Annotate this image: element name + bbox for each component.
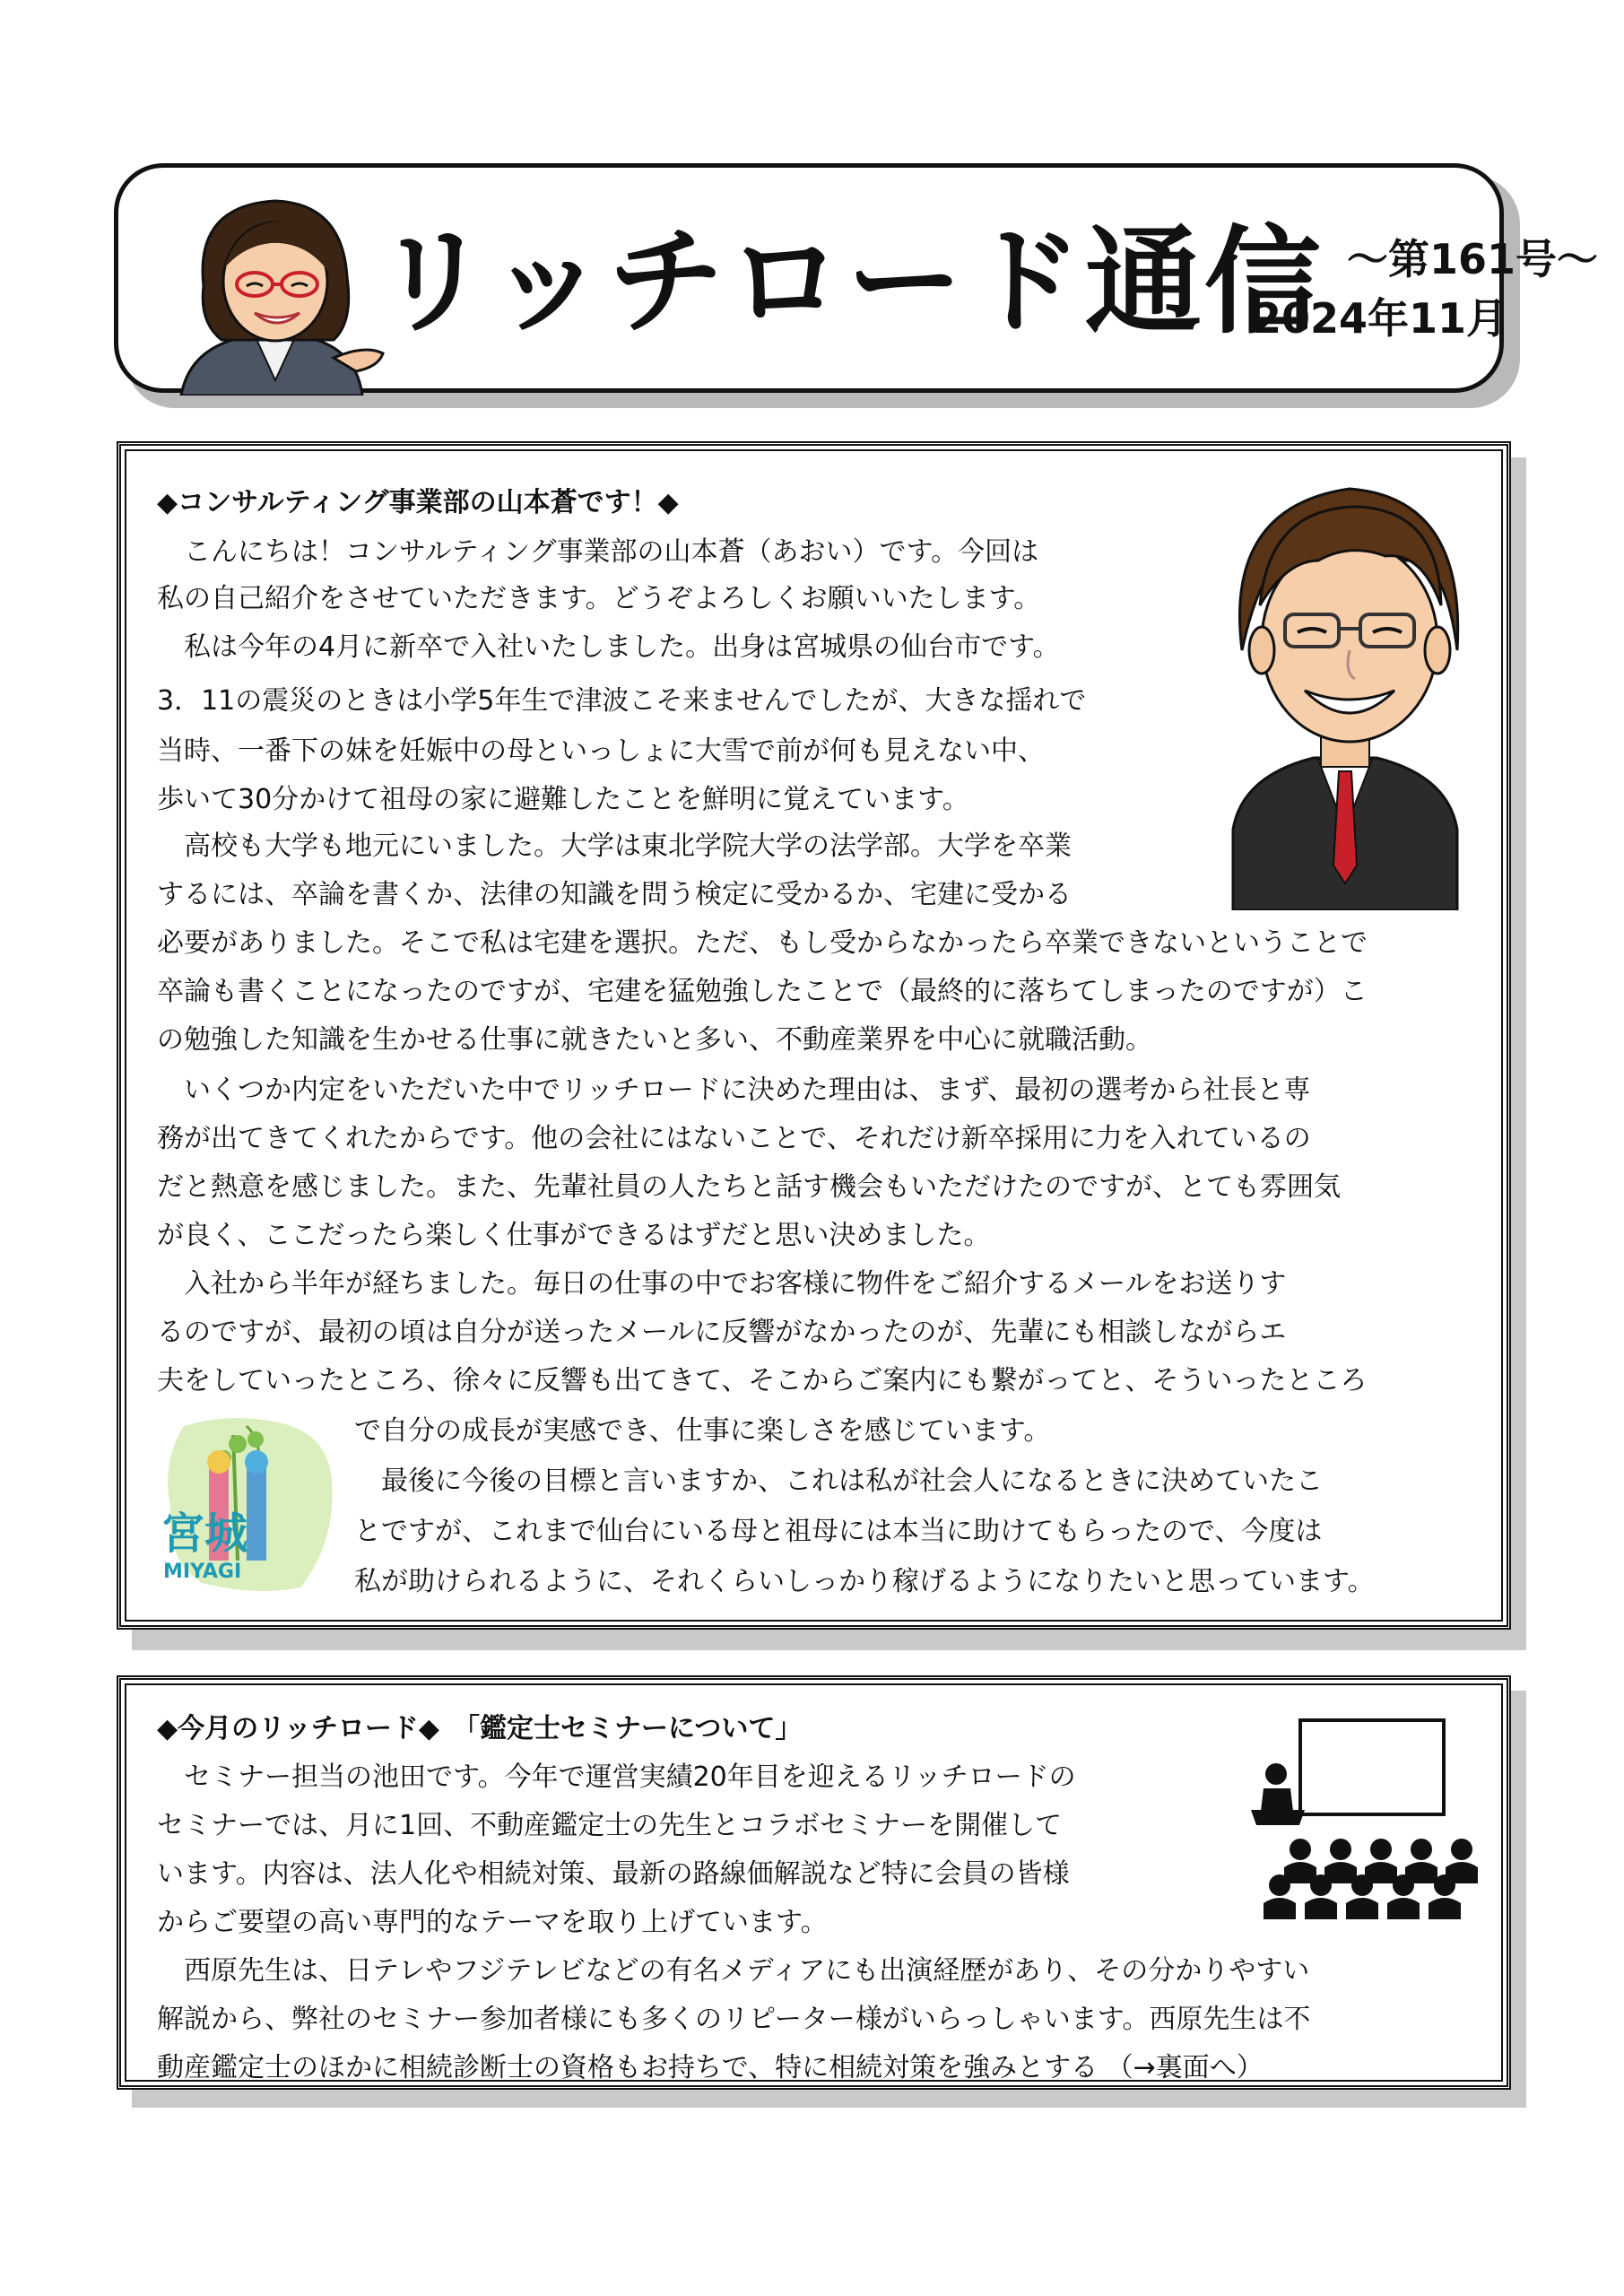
seminar-presentation-icon	[1251, 1713, 1480, 1919]
newsletter-header	[114, 163, 1599, 393]
article1-line: 入社から半年が経ちました。毎日の仕事の中でお客様に物件をご紹介するメールをお送りす	[157, 1268, 1287, 1300]
article1-line: とですが、これまで仙台にいる母と祖母には本当に助けてもらったので、今度は	[354, 1516, 1323, 1547]
article1-line: 務が出てきてくれたからです。他の会社にはないことで、それだけ新卒採用に力を入れているの	[157, 1123, 1311, 1154]
article2-line: 西原先生は、日テレやフジテレビなどの有名メディアにも出演経歴があり、その分かりやすい	[157, 1955, 1310, 1987]
article1-line: で自分の成長が実感でき、仕事に楽しさを感じています。	[354, 1415, 1051, 1447]
miyagi-sublabel: MIYAGI	[163, 1561, 242, 1583]
article2-line: います。内容は、法人化や相続対策、最新の路線価解説など特に会員の皆様	[157, 1858, 1070, 1890]
article1-line: 夫をしていったところ、徐々に反響も出てきて、そこからご案内にも繋がってと、そういったところ	[157, 1365, 1368, 1396]
article2-heading: ◆今月のリッチロード◆ 「鑑定士セミナーについて」	[157, 1713, 803, 1744]
article1-line: いくつか内定をいただいた中でリッチロードに決めた理由は、まず、最初の選考から社長と専	[157, 1074, 1311, 1106]
article1-line: るのですが、最初の頃は自分が送ったメールに反響がなかったのが、先輩にも相談しながらエ	[157, 1317, 1287, 1348]
article1-line: が良く、ここだったら楽しく仕事ができるはずだと思い決めました。	[157, 1220, 991, 1251]
article2-line: セミナー担当の池田です。今年で運営実績20年目を迎えるリッチロードの	[157, 1761, 1076, 1793]
article1-line: 私は今年の4月に新卒で入社いたしました。出身は宮城県の仙台市です。	[157, 631, 1060, 663]
article1-line: だと熱意を感じました。また、先輩社員の人たちと話す機会もいただけたのですが、とても雰囲気	[157, 1171, 1341, 1203]
article1-line: 卒論も書くことになったのですが、宅建を猛勉強したことで（最終的に落ちてしまったのですが）こ	[157, 976, 1368, 1007]
article1-line: こんにちは！コンサルティング事業部の山本蒼（あおい）です。今回は	[157, 536, 1039, 568]
article1-line: するには、卒論を書くか、法律の知識を問う検定に受かるか、宅建に受かる	[157, 879, 1072, 910]
article2-line: からご要望の高い専門的なテーマを取り上げています。	[157, 1907, 828, 1938]
article1-line: 私の自己紹介をさせていただきます。どうぞよろしくお願いいたします。	[157, 583, 1041, 614]
article1-heading: ◆コンサルティング事業部の山本蒼です！◆	[157, 487, 679, 518]
article2-line: 動産鑑定士のほかに相続診断士の資格もお持ちで、特に相続対策を強みとする （→裏面へ）	[157, 2052, 1264, 2083]
article1-line: 私が助けられるように、それくらいしっかり稼げるようになりたいと思っています。	[354, 1566, 1375, 1597]
issue-number: ～第161号～	[1347, 235, 1599, 283]
article1-line: 必要がありました。そこで私は宅建を選択。ただ、もし受からなかったら卒業できないということで	[157, 927, 1368, 959]
woman-avatar-icon	[154, 187, 387, 396]
article1-line: 歩いて30分かけて祖母の家に避難したことを鮮明に覚えています。	[157, 784, 969, 815]
article2-line: 解説から、弊社のセミナー参加者様にも多くのリピーター様がいらっしゃいます。西原先生は不	[157, 2004, 1311, 2035]
miyagi-label: 宮城	[161, 1509, 248, 1559]
newsletter-title: リッチロード通信	[374, 213, 1324, 350]
article1-line: 3．11の震災のときは小学5年生で津波こそ来ませんでしたが、大きな揺れで	[157, 685, 1087, 717]
issue-date: 2024年11月	[1253, 294, 1508, 343]
article2-line: セミナーでは、月に1回、不動産鑑定士の先生とコラボセミナーを開催して	[157, 1810, 1063, 1841]
article1-line: 当時、一番下の妹を妊娠中の母といっしょに大雪で前が何も見えない中、	[157, 735, 1045, 767]
article1-line: 最後に今後の目標と言いますか、これは私が社会人になるときに決めていたこ	[354, 1465, 1323, 1497]
article1-line: の勉強した知識を生かせる仕事に就きたいと多い、不動産業界を中心に就職活動。	[157, 1024, 1152, 1056]
article1-line: 高校も大学も地元にいました。大学は東北学院大学の法学部。大学を卒業	[157, 831, 1072, 862]
man-portrait-icon	[1215, 471, 1475, 910]
